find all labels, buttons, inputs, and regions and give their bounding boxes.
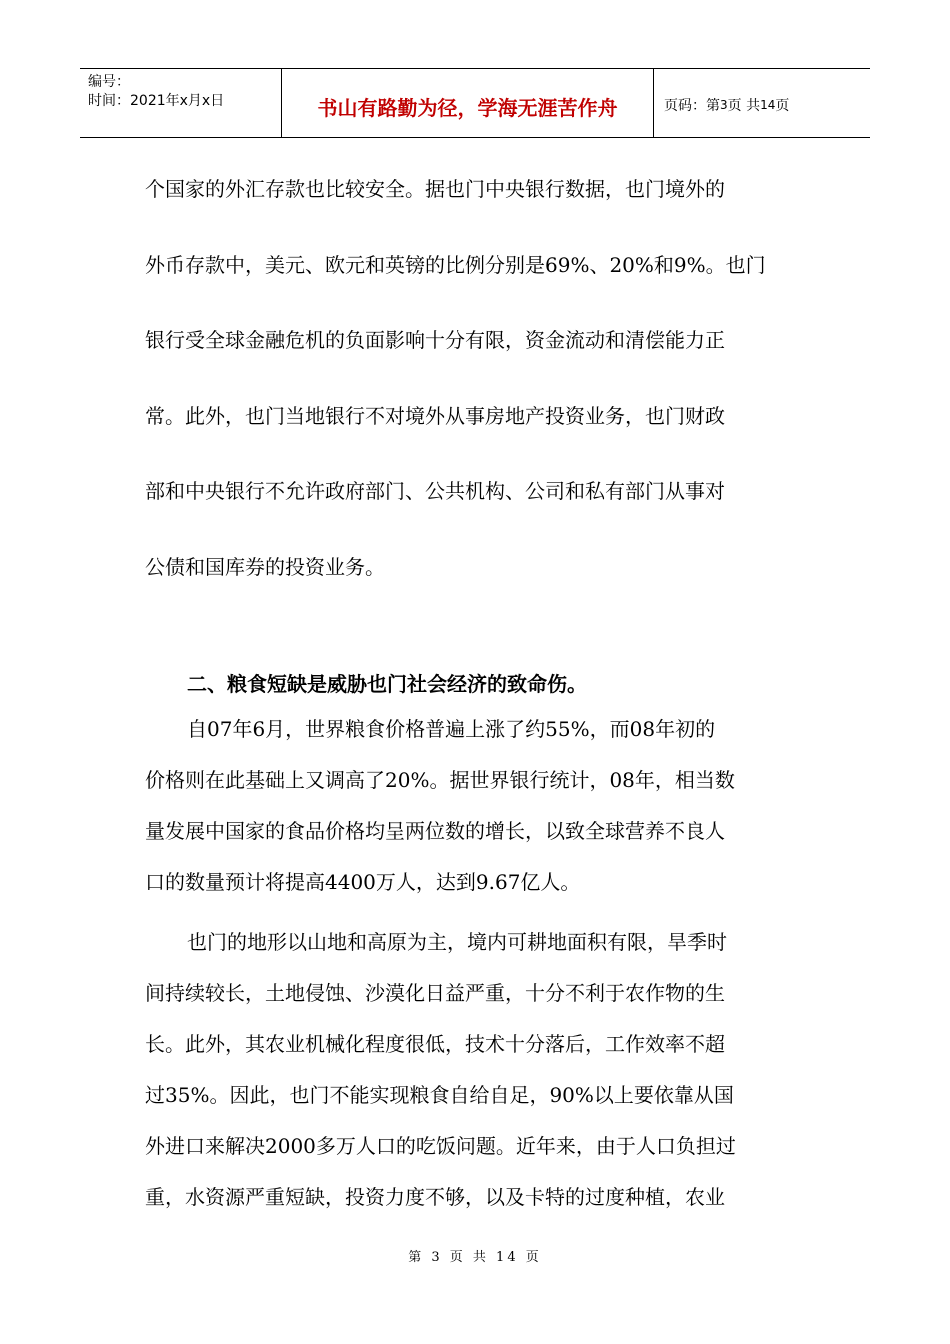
page-mid: 页 共 <box>727 98 761 114</box>
paragraph-2 <box>145 704 810 908</box>
number-label: 编号： <box>88 74 130 90</box>
text-line: 个国家的外汇存款也比较安全。据也门中央银行数据，也门境外的 <box>145 177 725 201</box>
page-header <box>80 68 870 138</box>
text-line: 口的数量预计将提高4400万人，达到9.67亿人。 <box>145 870 581 894</box>
section-2 <box>145 664 810 1223</box>
text-line: 外币存款中，美元、欧元和英镑的比例分别是69%、20%和9%。也门 <box>145 252 766 277</box>
page-current: 3 <box>720 98 728 112</box>
text-line: 公债和国库券的投资业务。 <box>145 554 385 579</box>
text-line: 也门的地形以山地和高原为主，境内可耕地面积有限，旱季时 <box>187 930 727 954</box>
text-line: 间持续较长，土地侵蚀、沙漠化日益严重，十分不利于农作物的生 <box>145 981 725 1005</box>
text-line: 价格则在此基础上又调高了20%。据世界银行统计，08年，相当数 <box>145 768 735 792</box>
page-label: 页码：第 <box>664 98 720 114</box>
text-line: 重，水资源严重短缺，投资力度不够，以及卡特的过度种植，农业 <box>145 1185 725 1209</box>
time-label: 时间：2021年x月x日 <box>88 93 225 109</box>
header-meta <box>80 69 282 137</box>
text-line: 外进口来解决2000多万人口的吃饭问题。近年来，由于人口负担过 <box>145 1134 736 1158</box>
page-end: 页 <box>775 98 790 114</box>
section-heading: 二、粮食短缺是威胁也门社会经济的致命伤。 <box>187 672 587 696</box>
text-line: 量发展中国家的食品价格均呈两位数的增长，以致全球营养不良人 <box>145 819 725 843</box>
paragraph-3 <box>145 917 810 1223</box>
text-line: 自07年6月，世界粮食价格普遍上涨了约55%，而08年初的 <box>187 717 716 741</box>
paragraph-1 <box>145 152 810 605</box>
text-line: 部和中央银行不允许政府部门、公共机构、公司和私有部门从事对 <box>145 479 725 503</box>
text-line: 长。此外，其农业机械化程度很低，技术十分落后，工作效率不超 <box>145 1032 725 1056</box>
text-line: 银行受全球金融危机的负面影响十分有限，资金流动和清偿能力正 <box>145 328 725 352</box>
header-motto: 书山有路勤为径，学海无涯苦作舟 <box>282 69 654 137</box>
page-footer: 第 3 页 共 14 页 <box>408 1250 542 1265</box>
text-line: 常。此外，也门当地银行不对境外从事房地产投资业务，也门财政 <box>145 403 725 428</box>
text-line: 过35%。因此，也门不能实现粮食自给自足，90%以上要依靠从国 <box>145 1083 734 1107</box>
page-total: 14 <box>760 98 776 112</box>
header-page-info <box>654 69 870 137</box>
